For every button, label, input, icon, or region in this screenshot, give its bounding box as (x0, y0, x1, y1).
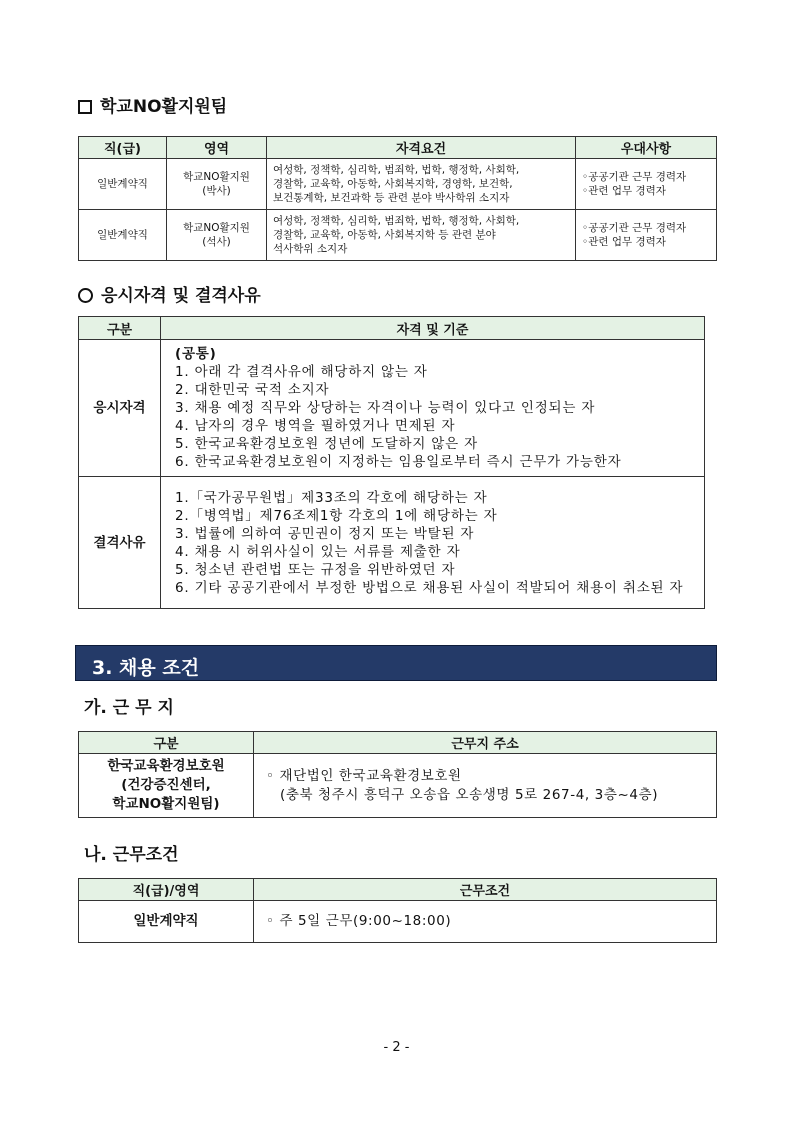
eligibility-list: (공통) 1. 아래 각 결격사유에 해당하지 않는 자 2. 대한민국 국적 소지자 3. 채용 예정 직무와 상당하는 자격이나 능력이 있다고 인정되는 자 4. 남자의 경우 병역을 필하였거나 면제된 자 5. 한국교육환경보호원 정년에 도달하지 않은 자 6. 한국교육환경보호원이 지정하는 임용일로부터 즉시 근무가 가능한자 (161, 340, 705, 477)
th-workplace-address: 근무지 주소 (254, 732, 717, 754)
workplace-address: ◦ 재단법인 한국교육환경보호원 (충북 청주시 흥덕구 오송읍 오송생명 5로 267-4, 3층~4층) (254, 754, 717, 818)
disqualification-list: 1.「국가공무원법」제33조의 각호에 해당하는 자 2.「병역법」제76조제1항 각호의 1에 해당하는 자 3. 법률에 의하여 공민권이 정지 또는 박탈된 자 4. 채용 시 허위사실이 있는 서류를 제출한 자 5. 청소년 관련법 또는 규정을 위반하였던 자 6. 기타 공공기관에서 부정한 방법으로 채용된 사실이 적발되어 채용이 취소된 자 (161, 477, 705, 609)
table-row (79, 477, 705, 609)
table-row (79, 210, 717, 261)
th-grade: 직(급) (79, 137, 167, 159)
cell-requirements: 여성학, 정책학, 심리학, 범죄학, 법학, 행정학, 사회학, 경찰학, 교육학, 아동학, 사회복지학 등 관련 분야 석사학위 소지자 (267, 210, 576, 261)
cell-preference: ◦공공기관 근무 경력자 ◦관련 업무 경력자 (576, 210, 717, 261)
work-conditions-table (78, 878, 717, 943)
subheading-workplace: 가. 근 무 지 (84, 698, 174, 718)
cell-requirements: 여성학, 정책학, 심리학, 범죄학, 법학, 행정학, 사회학, 경찰학, 교육학, 아동학, 사회복지학, 경영학, 보건학, 보건통계학, 보건과학 등 관련 분야 박사학위 소지자 (267, 159, 576, 210)
disqualification-label: 결격사유 (79, 477, 161, 609)
qualification-table (78, 316, 705, 609)
th-requirements: 자격요건 (267, 137, 576, 159)
work-grade: 일반계약직 (79, 901, 254, 943)
cell-grade: 일반계약직 (79, 159, 167, 210)
table-row (79, 340, 705, 477)
cell-area: 학교NO활지원 (박사) (167, 159, 267, 210)
circle-bullet-icon (78, 288, 93, 303)
th-preference: 우대사항 (576, 137, 717, 159)
th-category: 구분 (79, 317, 161, 340)
workplace-table (78, 731, 717, 818)
table-row (79, 901, 717, 943)
cell-grade: 일반계약직 (79, 210, 167, 261)
section-title-team: 학교NO활지원팀 (78, 92, 227, 117)
cell-area: 학교NO활지원 (석사) (167, 210, 267, 261)
cell-preference: ◦공공기관 근무 경력자 ◦관련 업무 경력자 (576, 159, 717, 210)
th-grade-area: 직(급)/영역 (79, 879, 254, 901)
workplace-org: 한국교육환경보호원 (건강증진센터, 학교NO활지원팀) (79, 754, 254, 818)
table-row (79, 754, 717, 818)
th-area: 영역 (167, 137, 267, 159)
team-table (78, 136, 717, 261)
section-title-qualification: 응시자격 및 결격사유 (78, 281, 261, 306)
page-number: - 2 - (383, 1040, 410, 1055)
th-criteria: 자격 및 기준 (161, 317, 705, 340)
th-workplace-category: 구분 (79, 732, 254, 754)
eligibility-label: 응시자격 (79, 340, 161, 477)
work-condition: ◦ 주 5일 근무(9:00~18:00) (254, 901, 717, 943)
th-work-conditions: 근무조건 (254, 879, 717, 901)
table-row (79, 159, 717, 210)
checkbox-square-icon (78, 100, 92, 114)
subheading-work-conditions: 나. 근무조건 (84, 845, 179, 865)
section-header-conditions: 3. 채용 조건 (75, 645, 717, 681)
